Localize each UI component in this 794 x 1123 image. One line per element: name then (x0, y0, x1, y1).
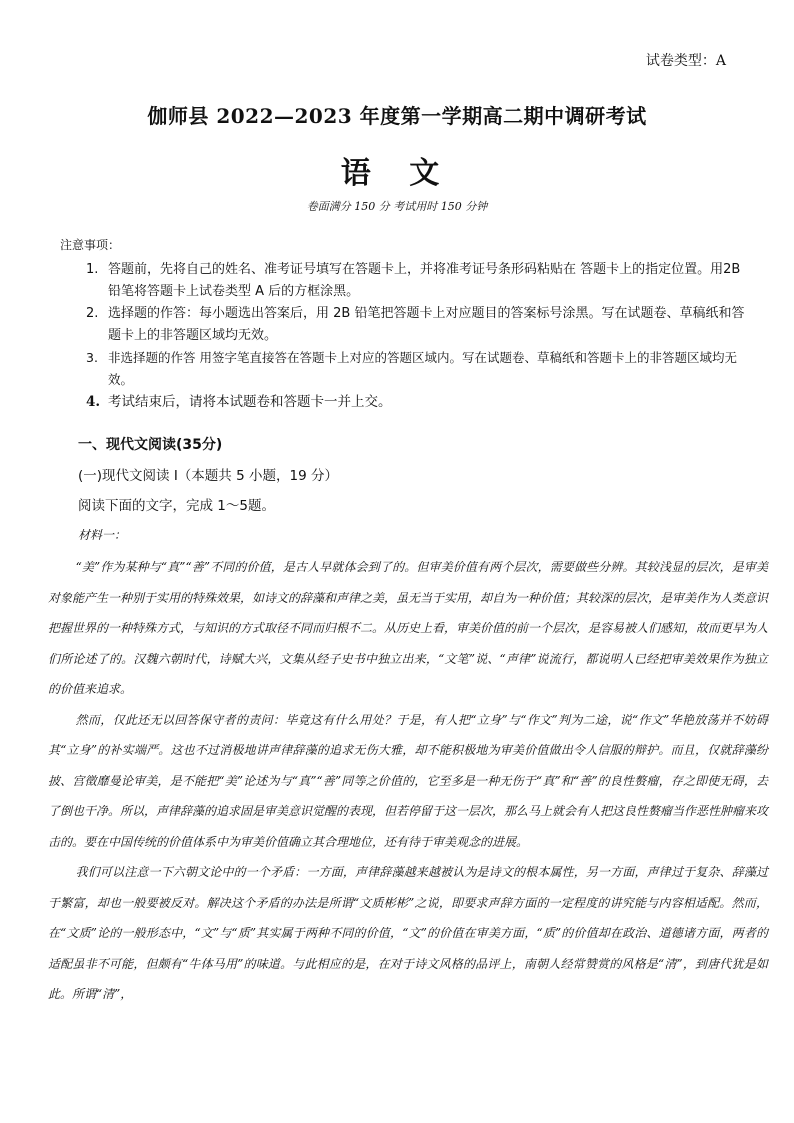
material-label: 材料一： (78, 528, 127, 542)
notice-item (86, 347, 750, 391)
notice-item-text: 选择题的作答：每小题选出答案后，用 2B 铅笔把答题卡上对应题目的答案标号涂黑。写在试题卷、草稿纸和答题卡上的非答题区域均无效。 (108, 306, 745, 343)
subsection-heading: (一)现代文阅读 I（本题共 5 小题，19 分） (78, 468, 338, 484)
subject-title: 语 文 (340, 156, 454, 191)
notice-item (86, 303, 750, 347)
passage-paragraph: “美”作为某种与“真”“善”不同的价值，是古人早就体会到了的。但审美价值有两个层次，需要做些分辨。其较浅显的层次，是审美对象能产生一种别于实用的特殊效果，如诗文的辞藻和声律之美，虽无当于实用，却自为一种价值；其较深的层次，是审美作为人类意识把握世界的一种特殊方式，与知识的方式取径不同而归根不二。从历史上看，审美价值的前一个层次，是容易被人们感知，故而更早为人们所论述了的。汉魏六朝时代，诗赋大兴，文集从经子史书中独立出来，“文笔”说、“声律”说流行，都说明人已经把审美效果作为独立的价值来追求。 (48, 560, 769, 696)
notice-title: 注意事项： (60, 238, 121, 252)
notice-item-number: 2. (86, 306, 99, 321)
passage-paragraph: 然而，仅此还无以回答保守者的责问：毕竟这有什么用处？于是，有人把“立身”与“作文”判为二途，说“作文”华艳放荡并不妨碍其“立身”的补实端严。这也不过消极地讲声律辞藻的追求无伤大雅，却不能积极地为审美价值做出令人信服的辩护。而且，仅就辞藻纷披、宫徵靡曼论审美，是不能把“美”论述为与“真”“善”同等之价值的，它至多是一种无伤于“真”和“善”的良性赘瘤，存之即使无碍，去了倒也干净。所以，声律辞藻的追求固是审美意识觉醒的表现，但若停留于这一层次，那么马上就会有人把这良性赘瘤当作恶性肿瘤来攻击的。要在中国传统的价值体系中为审美价值确立其合理地位，还有待于审美观念的进展。 (48, 712, 769, 849)
section-heading: 一、现代文阅读(35分) (78, 437, 223, 453)
notice-item-text: 答题前，先将自己的姓名、准考证号填写在答题卡上，并将准考证号条形码粘贴在 答题卡上的指定位置。用2B 铅笔将答题卡上试卷类型 A 后的方框涂黑。 (108, 262, 741, 299)
notice-item (86, 391, 750, 413)
notice-item-number: 3. (86, 350, 98, 365)
reading-passage (48, 552, 768, 1010)
passage-paragraph: 我们可以注意一下六朝文论中的一个矛盾：一方面，声律辞藻越来越被认为是诗文的根本属性，另一方面，声律过于复杂、辞藻过于繁富，却也一般要被反对。解决这个矛盾的办法是所谓“文质彬彬”之说，即要求声辞方面的一定程度的讲究能与内容相适配。然而，在“文质”论的一般形态中，“文”与“质”其实属于两种不同的价值，“文”的价值在审美方面，“质”的价值却在政治、道德诸方面，两者的适配虽非不可能，但颇有“牛体马用”的味道。与此相应的是，在对于诗文风格的品评上，南朝人经常赞赏的风格是“清”，到唐代犹是如此。所谓“清”， (48, 865, 768, 1001)
notice-item-number: 4. (86, 394, 101, 410)
notice-block (60, 236, 750, 413)
score-info: 卷面满分 150 分 考试用时 150 分钟 (306, 200, 488, 213)
exam-title: 伽师县 2022—2023 年度第一学期高二期中调研考试 (147, 104, 647, 128)
notice-item-text: 非选择题的作答 用签字笔直接答在答题卡上对应的答题区域内。写在试题卷、草稿纸和答题卡上的非答题区域均无效。 (108, 350, 737, 387)
notice-item-text: 考试结束后，请将本试题卷和答题卡一并上交。 (108, 394, 392, 410)
reading-instruction: 阅读下面的文字，完成 1～5题。 (78, 498, 275, 514)
paper-type-label: 试卷类型：A (645, 53, 726, 69)
notice-item (86, 259, 750, 303)
notice-item-number: 1. (86, 262, 99, 277)
